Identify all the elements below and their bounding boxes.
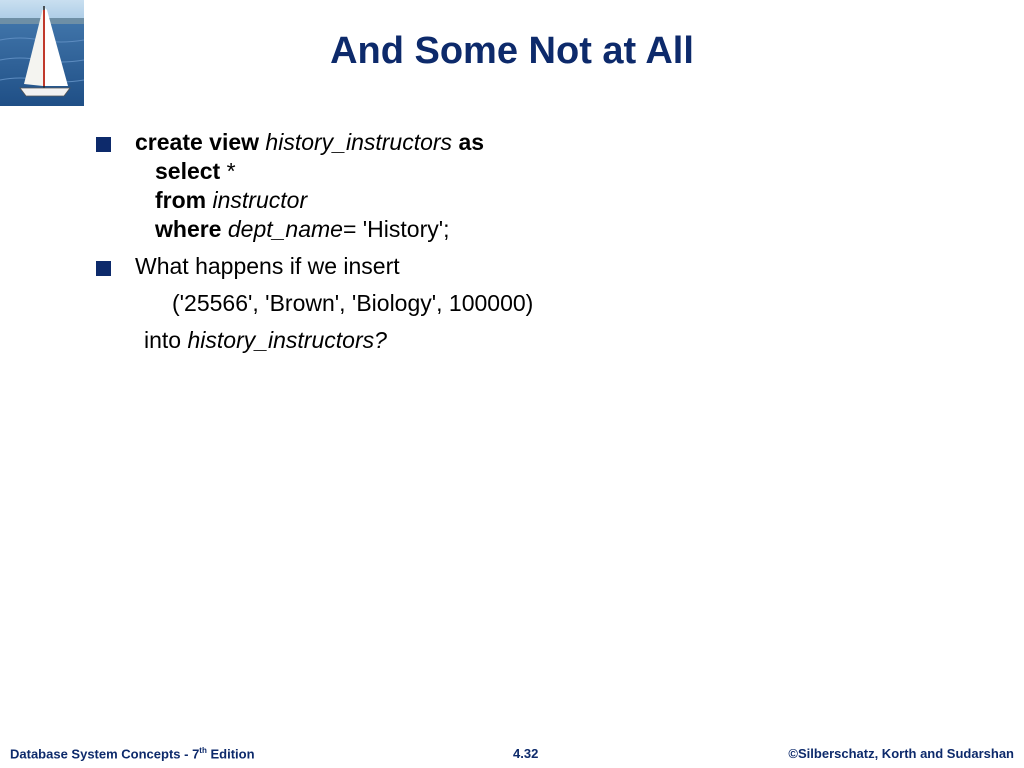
keyword-as: as xyxy=(458,129,485,155)
sql-line-from xyxy=(135,186,984,215)
keyword-from: from xyxy=(155,187,207,213)
bullet-create-view xyxy=(96,128,984,244)
into-label: into xyxy=(144,327,188,353)
keyword-where: where xyxy=(155,216,222,242)
square-bullet-icon xyxy=(96,261,111,276)
footer-edition-sup: th xyxy=(199,746,207,755)
square-bullet-icon xyxy=(96,137,111,152)
slide-footer xyxy=(10,746,1014,762)
sql-line-create xyxy=(135,128,984,157)
where-rest: = 'History'; xyxy=(342,216,450,242)
footer-book-title: Database System Concepts - 7th Edition xyxy=(10,746,255,762)
select-rest: * xyxy=(220,158,236,184)
bullet-insert-question xyxy=(96,252,984,281)
footer-page-number: 4.32 xyxy=(513,746,539,761)
sql-line-select xyxy=(135,157,984,186)
insert-question-text: What happens if we insert xyxy=(135,253,400,279)
keyword-select: select xyxy=(155,158,221,184)
from-table: instructor xyxy=(212,187,308,213)
insert-into-line xyxy=(96,326,984,355)
slide-title: And Some Not at All xyxy=(330,30,694,72)
slide-content xyxy=(96,128,984,355)
keyword-create-view: create view xyxy=(135,129,260,155)
view-name: history_instructors xyxy=(265,129,453,155)
sql-line-where xyxy=(135,215,984,244)
into-target: history_instructors? xyxy=(187,327,387,353)
insert-tuple: ('25566', 'Brown', 'Biology', 100000) xyxy=(172,290,534,316)
where-attribute: dept_name xyxy=(227,216,343,242)
footer-copyright: ©Silberschatz, Korth and Sudarshan xyxy=(788,746,1014,761)
